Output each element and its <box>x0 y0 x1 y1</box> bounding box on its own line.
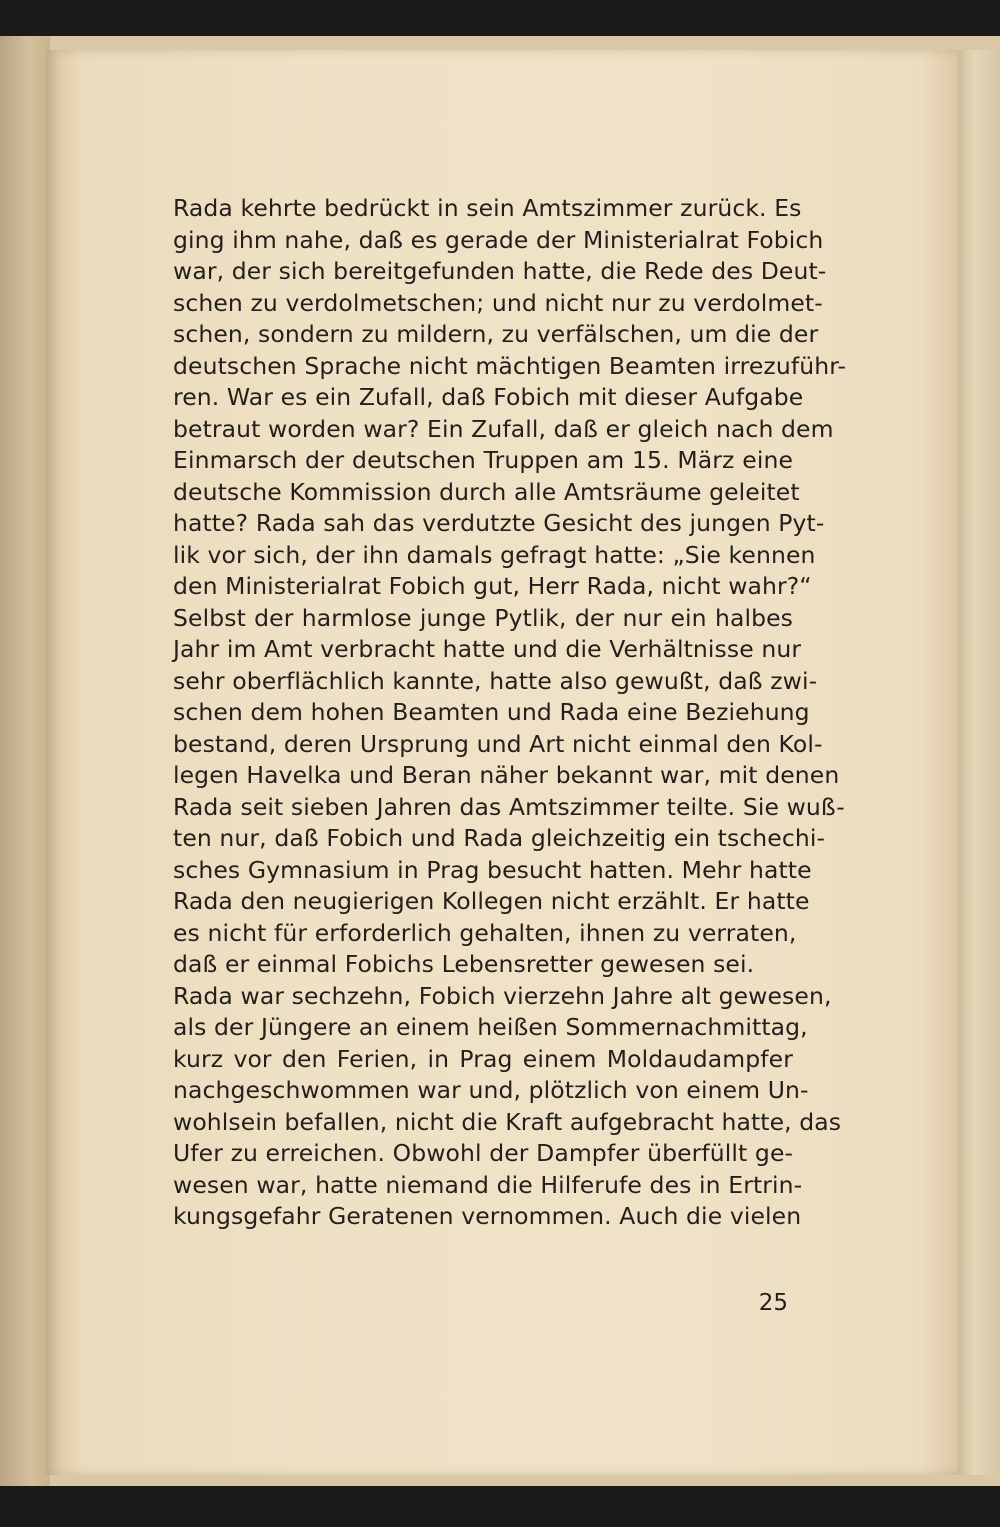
text-line: ging ihm nahe, daß es gerade der Ministerialrat Fobich <box>173 225 824 254</box>
text-line: wesen war, hatte niemand die Hilferufe des in Ertrin- <box>173 1170 803 1199</box>
text-line: kungsgefahr Geratenen vernommen. Auch die vielen <box>173 1202 802 1230</box>
text-line: Jahr im Amt verbracht hatte und die Verhältnisse nur <box>173 635 802 663</box>
text-line: schen, sondern zu mildern, zu verfälschen, um die der <box>173 320 819 348</box>
text-line: Rada kehrte bedrückt in sein Amtszimmer zurück. Es <box>173 194 802 222</box>
text-line: bestand, deren Ursprung und Art nicht einmal den Kol- <box>173 729 823 758</box>
text-line: legen Havelka und Beran näher bekannt war, mit denen <box>173 761 840 789</box>
page-number: 25 <box>758 1290 788 1316</box>
text-line: betraut worden war? Ein Zufall, daß er gleich nach dem <box>173 414 834 443</box>
text-line: deutsche Kommission durch alle Amtsräume geleitet <box>173 477 800 506</box>
body-text <box>173 193 847 1233</box>
page-edge <box>956 50 1000 1475</box>
text-line: deutschen Sprache nicht mächtigen Beamten irrezuführ- <box>173 351 847 380</box>
text-line: ten nur, daß Fobich und Rada gleichzeitig ein tschechi- <box>173 824 826 852</box>
text-line: hatte? Rada sah das verdutzte Gesicht des jungen Pyt- <box>173 509 825 537</box>
text-line: sehr oberflächlich kannte, hatte also gewußt, daß zwi- <box>173 666 818 695</box>
text-line: nachgeschwommen war und, plötzlich von einem Un- <box>173 1076 809 1104</box>
text-line: kurz vor den Ferien, in Prag einem Moldaudampfer <box>173 1044 793 1073</box>
text-line: den Ministerialrat Fobich gut, Herr Rada, nicht wahr?“ <box>173 572 812 600</box>
text-line: Einmarsch der deutschen Truppen am 15. März eine <box>173 446 793 474</box>
text-line: daß er einmal Fobichs Lebensretter gewesen sei. <box>173 950 755 978</box>
text-line: Selbst der harmlose junge Pytlik, der nur ein halbes <box>173 603 793 632</box>
book-spine <box>0 36 50 1491</box>
text-line: sches Gymnasium in Prag besucht hatten. Mehr hatte <box>173 855 812 884</box>
text-line: Rada seit sieben Jahren das Amtszimmer teilte. Sie wuß- <box>173 792 845 821</box>
text-line: lik vor sich, der ihn damals gefragt hatte: „Sie kennen <box>173 540 816 569</box>
text-line: ren. War es ein Zufall, daß Fobich mit dieser Aufgabe <box>173 383 804 411</box>
text-line: es nicht für erforderlich gehalten, ihnen zu verraten, <box>173 918 797 947</box>
text-line: schen dem hohen Beamten und Rada eine Beziehung <box>173 698 810 726</box>
scan-top-border <box>0 0 1000 40</box>
text-line: wohlsein befallen, nicht die Kraft aufgebracht hatte, das <box>173 1107 842 1136</box>
scan-bottom-border <box>0 1486 1000 1527</box>
text-line: als der Jüngere an einem heißen Sommernachmittag, <box>173 1013 808 1041</box>
text-line: schen zu verdolmetschen; und nicht nur zu verdolmet- <box>173 288 823 317</box>
text-line: Ufer zu erreichen. Obwohl der Dampfer überfüllt ge- <box>173 1139 794 1167</box>
text-line: war, der sich bereitgefunden hatte, die Rede des Deut- <box>173 257 827 285</box>
text-line: Rada den neugierigen Kollegen nicht erzählt. Er hatte <box>173 887 810 915</box>
text-line: Rada war sechzehn, Fobich vierzehn Jahre alt gewesen, <box>173 981 832 1010</box>
